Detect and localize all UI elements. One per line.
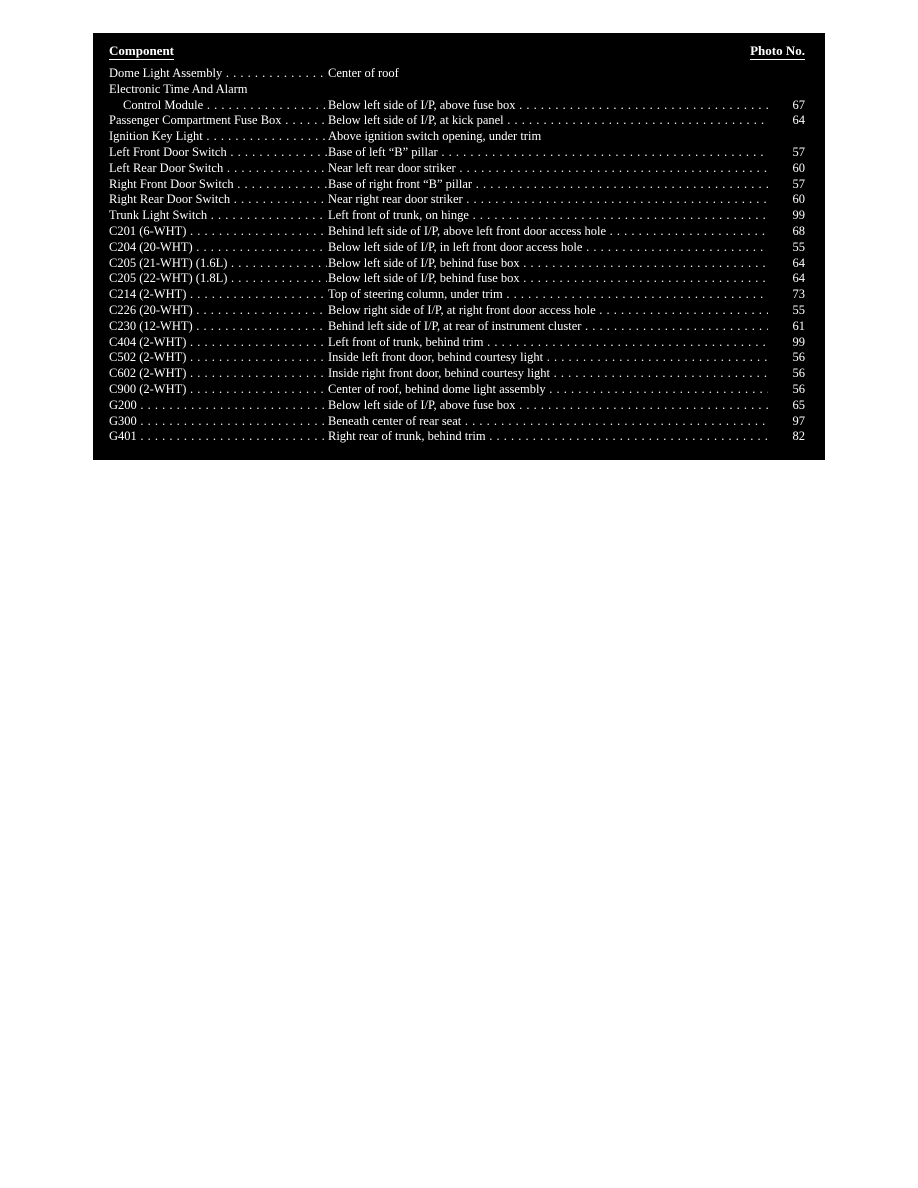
table-row (109, 335, 805, 351)
table-row (109, 113, 805, 129)
component-name: Left Front Door Switch . . . (109, 145, 327, 161)
component-location: Inside left front door, behind courtesy light . . . (328, 350, 768, 366)
table-row (109, 192, 805, 208)
table-header (109, 43, 805, 61)
component-name: Electronic Time And Alarm (109, 81, 248, 96)
table-row (109, 429, 805, 445)
photo-number: 55 (792, 239, 805, 254)
component-name: Ignition Key Light . . . (109, 129, 327, 145)
photo-number: 60 (792, 160, 805, 175)
component-name: C900 (2-WHT) . . . (109, 382, 327, 398)
component-location: Left front of trunk, behind trim . . . (328, 335, 768, 351)
component-name: C230 (12-WHT) . . . (109, 319, 327, 335)
component-name: G401 . . . (109, 429, 327, 445)
component-location: Beneath center of rear seat . . . (328, 414, 768, 430)
column-header-photo-no: Photo No. (750, 43, 805, 58)
component-location: Near right rear door striker . . . (328, 192, 768, 208)
component-location: Base of right front “B” pillar . . . (328, 177, 768, 193)
component-location: Top of steering column, under trim . . . (328, 287, 768, 303)
table-row (109, 287, 805, 303)
photo-number: 57 (792, 176, 805, 191)
component-name: Control Module . . . (109, 98, 327, 114)
component-name: C602 (2-WHT) . . . (109, 366, 327, 382)
component-name: C502 (2-WHT) . . . (109, 350, 327, 366)
photo-number: 68 (792, 223, 805, 238)
component-name: Passenger Compartment Fuse Box . . . (109, 113, 327, 129)
component-location: Center of roof, behind dome light assembly . . . (328, 382, 768, 398)
component-location: Behind left side of I/P, at rear of instrument cluster . . . (328, 319, 768, 335)
table-row (109, 129, 805, 145)
table-row (109, 98, 805, 114)
photo-number: 60 (792, 192, 805, 207)
component-name: Trunk Light Switch . . . (109, 208, 327, 224)
photo-number: 57 (792, 144, 805, 159)
component-name: Dome Light Assembly . . . (109, 66, 327, 82)
table-row (109, 240, 805, 256)
component-name: C214 (2-WHT) . . . (109, 287, 327, 303)
table-row (109, 208, 805, 224)
component-location: Right rear of trunk, behind trim . . . (328, 429, 768, 445)
component-location: Below right side of I/P, at right front door access hole . . . (328, 303, 768, 319)
photo-number: 82 (792, 429, 805, 444)
photo-number: 73 (792, 287, 805, 302)
photo-number: 56 (792, 366, 805, 381)
table-row (109, 319, 805, 335)
component-name: C204 (20-WHT) . . . (109, 240, 327, 256)
component-location: Center of roof (328, 66, 399, 80)
component-location: Base of left “B” pillar . . . (328, 145, 768, 161)
table-row (109, 271, 805, 287)
table-row (109, 66, 805, 82)
component-location: Below left side of I/P, above fuse box . . . (328, 98, 768, 114)
photo-number: 65 (792, 397, 805, 412)
photo-number: 64 (792, 255, 805, 270)
component-location: Above ignition switch opening, under trim (328, 129, 542, 144)
table-body (109, 66, 805, 445)
component-location: Inside right front door, behind courtesy light . . . (328, 366, 768, 382)
component-location: Behind left side of I/P, above left front door access hole . . . (328, 224, 768, 240)
photo-number: 56 (792, 381, 805, 396)
table-row (109, 145, 805, 161)
component-name: C404 (2-WHT) . . . (109, 335, 327, 351)
photo-number: 56 (792, 350, 805, 365)
component-location: Below left side of I/P, at kick panel . . . (328, 113, 768, 129)
component-name: Left Rear Door Switch . . . (109, 161, 327, 177)
photo-number: 55 (792, 302, 805, 317)
column-header-component: Component (109, 43, 175, 58)
table-row (109, 161, 805, 177)
table-row (109, 414, 805, 430)
component-location: Below left side of I/P, above fuse box . . . (328, 398, 768, 414)
component-location: Near left rear door striker . . . (328, 161, 768, 177)
table-row (109, 177, 805, 193)
component-name: Right Rear Door Switch . . . (109, 192, 327, 208)
component-name: C205 (22-WHT) (1.8L) . . . (109, 271, 327, 287)
component-location: Left front of trunk, on hinge . . . (328, 208, 768, 224)
component-name: C226 (20-WHT) . . . (109, 303, 327, 319)
component-name: Right Front Door Switch . . . (109, 177, 327, 193)
table-row (109, 256, 805, 272)
component-name: G200 . . . (109, 398, 327, 414)
component-name: C201 (6-WHT) . . . (109, 224, 327, 240)
component-name: C205 (21-WHT) (1.6L) . . . (109, 256, 327, 272)
table-row (109, 398, 805, 414)
photo-number: 99 (792, 334, 805, 349)
table-row (109, 82, 805, 98)
photo-number: 64 (792, 271, 805, 286)
table-row (109, 366, 805, 382)
table-row (109, 350, 805, 366)
photo-number: 97 (792, 413, 805, 428)
component-location: Below left side of I/P, behind fuse box . . . (328, 256, 768, 272)
component-location-table (93, 33, 825, 460)
photo-number: 67 (792, 97, 805, 112)
photo-number: 64 (792, 113, 805, 128)
table-row (109, 303, 805, 319)
component-location: Below left side of I/P, in left front door access hole . . . (328, 240, 768, 256)
photo-number: 61 (792, 318, 805, 333)
component-name: G300 . . . (109, 414, 327, 430)
photo-number: 99 (792, 208, 805, 223)
component-location: Below left side of I/P, behind fuse box . . . (328, 271, 768, 287)
table-row (109, 382, 805, 398)
table-row (109, 224, 805, 240)
